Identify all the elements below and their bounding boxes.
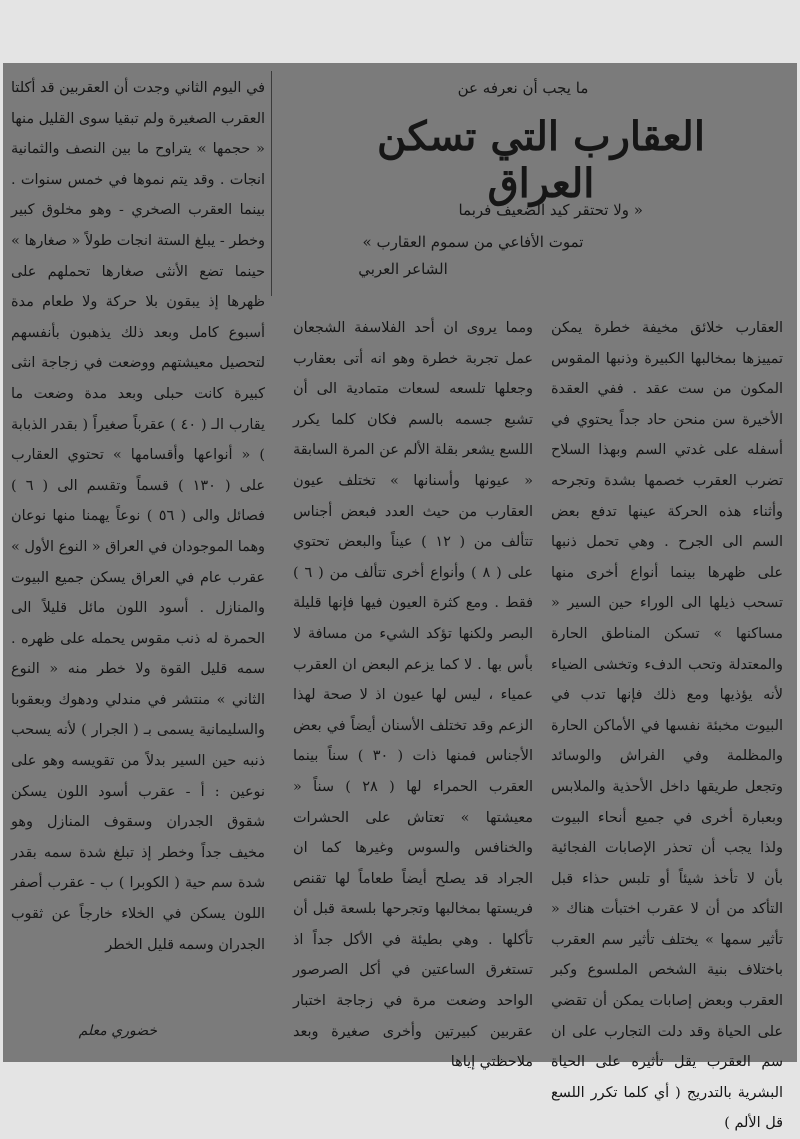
epigraph-attribution: الشاعر العربي — [358, 260, 448, 278]
column-right-text: العقارب خلائق مخيفة خطرة يمكن تمييزها بمخالبها الكبيرة وذنبها المقوس المكون من ست عقد . ففي العقدة الأخيرة سن منحن حاد جداً يحتوي في أسفله على غدتي السم وبهذا السلاح تضرب العقرب خصمها بشدة وتجرحه وأثناء هذه الحركة عينها تدفع بعض السم الى الجرح . وهي تحمل ذنبها على ظهرها بينما أنواع أخرى منها تسحب ذيلها الى الوراء حين السير « مساكنها » تسكن المناطق الحارة والمعتدلة وتحب الدفء وتخشى الضياء لأنه يؤذيها ومع ذلك فإنها تدب في البيوت مخبئة نفسها في الأماكن الحارة والمظلمة وفي الفراش والوسائد وتجعل طريقها داخل الأحذية والملابس وبعبارة أخرى في جميع أنحاء البيوت ولذا يجب أن تحذر الإصابات الفجائية بأن لا تأخذ شيئاً أو تلبس حذاء قبل التأكد من أن لا عقرب اختبأت هناك « تأثير سمها » يختلف تأثير سم العقرب باختلاف بنية الشخص الملسوع وكبر العقرب وبعض إصابات يمكن أن تقضي على الحياة وقد دلت التجارب على ان سم العقرب يقل تأثيره على الحياة البشرية بالتدريج ( أي كلما تكرر اللسع قل الألم ) — [551, 320, 783, 1132]
epigraph-line-2: تموت الأفاعي من سموم العقارب » — [362, 233, 584, 251]
article-kicker: ما يجب أن نعرفه عن — [457, 79, 589, 97]
article-column-middle — [293, 313, 533, 1078]
column-left-text: في اليوم الثاني وجدت أن العقربين قد أكلتا العقرب الصغيرة ولم تبقيا سوى القليل منها « حجمها » يتراوح ما بين النصف والثمانية انجات . وقد يتم نموها في خمس سنوات . بينما العقرب الصخري - وهو مخلوق كبير وخطر - يبلغ الستة انجات طولاً « صغارها » حينما تضع الأنثى صغارها تحملهم على ظهرها إذ يبقون بلا حركة ولا طعام مدة أسبوع كامل وبعد ذلك يذهبون بأنفسهم لتحصيل معيشتهم ووضعت في زجاجة انثى كبيرة كانت حبلى وبعد مدة وضعت ما يقارب الـ ( ٤٠ ) عقرباً صغيراً ( بقدر الذبابة ) « أنواعها وأقسامها » تحتوي العقارب على ( ١٣٠ ) قسماً وتقسم الى ( ٦ ) فصائل والى ( ٥٦ ) نوعاً يهمنا منها نوعان وهما الموجودان في العراق « النوع الأول » عقرب عام في العراق يسكن جميع البيوت والمنازل . أسود اللون مائل قليلاً الى الحمرة له ذنب مقوس يحمله على ظهره . سمه قليل القوة ولا خطر منه « النوع الثاني » منتشر في مندلي ودهوك وبعقوبا والسليمانية يسمى بـ ( الجرار ) لأنه يسحب ذنبه حين السير بدلاً من تقويسه وهو على نوعين : أ - عقرب أسود اللون يسكن شقوق الجدران وسقوف المنازل وهو مخيف جداً وخطر إذ تبلغ شدة سمه بقدر شدة سم حية ( الكوبرا ) ب - عقرب أصفر اللون يسكن في الخلاء خارجاً عن ثقوب الجدران وسمه قليل الخطر — [11, 80, 265, 953]
article-title: العقارب التي تسكن العراق — [377, 113, 705, 207]
epigraph-line-1: « ولا تحتقر كيد الضعيف فربما — [458, 201, 643, 219]
scanned-page — [3, 63, 797, 1132]
column-divider — [271, 71, 272, 296]
author-signature: خضوري معلم — [78, 1023, 157, 1039]
column-middle-text: ومما يروى ان أحد الفلاسفة الشجعان عمل تجربة خطرة وهو انه أتى بعقارب وجعلها تلسعه لسعات متمادية الى أن تشبع جسمه بالسم فكان كلما يكرر اللسع يشعر بقلة الألم عن المرة السابقة « عيونها وأسنانها » تختلف عيون العقارب من حيث العدد فبعض أجناس تتألف من ( ١٢ ) عيناً والبعض تحتوي على ( ٨ ) وأنواع أخرى تتألف من ( ٦ ) فقط . ومع كثرة العيون فيها فإنها قليلة البصر ولكنها تؤكد الشيء من مسافة لا بأس بها . لا كما يزعم البعض ان العقرب عمياء ، ليس لها عيون اذ لا صحة لهذا الزعم وقد تختلف الأسنان أيضاً في بعض الأجناس فمنها ذات ( ٣٠ ) سناً بينما العقرب الحمراء لها ( ٢٨ ) سناً « معيشتها » تعتاش على الحشرات والخنافس والسوس وغيرها كما ان الجراد قد يصلح أيضاً طعاماً لها تقنص فريستها بمخالبها وتجرحها بلسعة قبل أن تأكلها . وهي بطيئة في الأكل جداً اذ تستغرق الساعتين في أكل الصرصور الواحد وضعت مرة في زجاجة اختبار عقربين كبيرتين وأخرى صغيرة وبعد ملاحظتي إياها — [293, 320, 533, 1071]
article-column-left — [11, 73, 265, 960]
article-column-right — [551, 313, 783, 1139]
